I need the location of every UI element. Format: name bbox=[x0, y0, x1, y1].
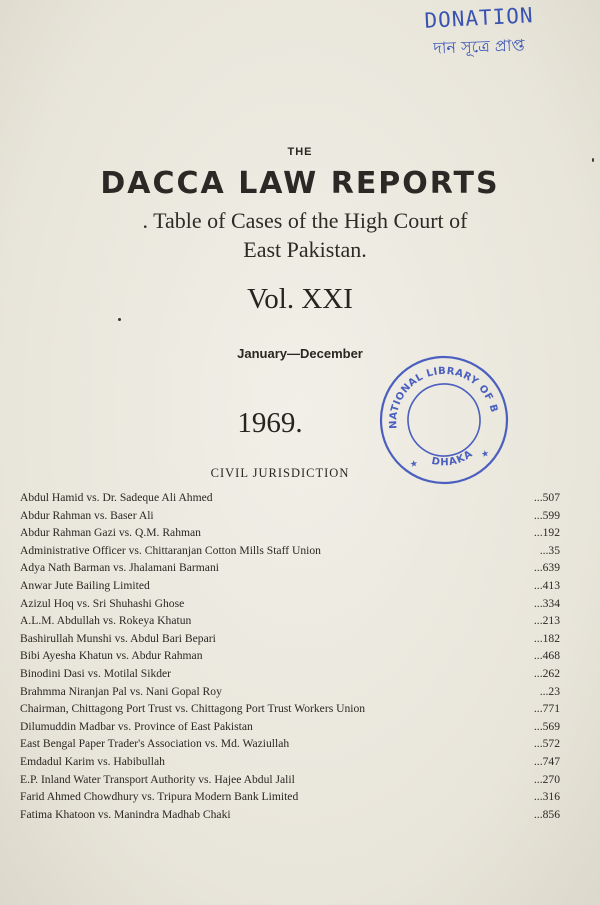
case-page-ref: ...35 bbox=[539, 543, 560, 557]
donation-stamp-text: DONATION bbox=[423, 3, 535, 33]
case-entry bbox=[20, 806, 560, 824]
case-page-ref: ...23 bbox=[539, 684, 560, 698]
case-page-ref: ...334 bbox=[533, 596, 560, 610]
case-entry bbox=[20, 577, 560, 595]
publication-title: DACCA LAW REPORTS bbox=[100, 166, 500, 201]
seal-ring-text: NATIONAL LIBRARY OF BANGLADESH bbox=[388, 365, 500, 430]
case-entry bbox=[20, 612, 560, 630]
ink-speck bbox=[592, 158, 594, 162]
case-page-ref: ...507 bbox=[533, 491, 560, 504]
case-title: Fatima Khatoon vs. Manindra Madhab Chaki bbox=[20, 807, 231, 821]
case-entry bbox=[20, 700, 560, 718]
case-title: Abdur Rahman Gazi vs. Q.M. Rahman bbox=[20, 526, 201, 540]
case-entry bbox=[20, 683, 560, 701]
case-title: Abdur Rahman vs. Baser Ali bbox=[20, 508, 154, 522]
case-title: East Bengal Paper Trader's Association vs. Md. Waziullah bbox=[20, 737, 290, 751]
case-page-ref: ...413 bbox=[533, 578, 560, 592]
svg-text:DHAKA bbox=[429, 447, 477, 470]
case-entry bbox=[20, 595, 560, 613]
case-title: Administrative Officer vs. Chittaranjan Cotton Mills Staff Union bbox=[20, 543, 321, 557]
case-entry bbox=[20, 665, 560, 683]
case-entry bbox=[20, 753, 560, 771]
case-title: Chairman, Chittagong Port Trust vs. Chittagong Port Trust Workers Union bbox=[20, 702, 366, 716]
case-page-ref: ...192 bbox=[533, 526, 560, 540]
case-title: Anwar Jute Bailing Limited bbox=[20, 578, 150, 592]
case-title: Farid Ahmed Chowdhury vs. Tripura Modern Bank Limited bbox=[20, 790, 299, 804]
subtitle-line-2: East Pakistan. bbox=[243, 237, 367, 262]
case-page-ref: ...316 bbox=[533, 790, 560, 804]
subtitle-line-1: . Table of Cases of the High Court of bbox=[142, 208, 468, 233]
case-entry bbox=[20, 489, 560, 507]
year-label: 1969. bbox=[237, 407, 303, 439]
case-page-ref: ...572 bbox=[533, 737, 560, 751]
case-entry bbox=[20, 647, 560, 665]
seal-star-right: ★ bbox=[480, 448, 490, 460]
case-title: Dilumuddin Madbar vs. Province of East Pakistan bbox=[20, 719, 253, 733]
case-page-ref: ...468 bbox=[533, 649, 560, 663]
case-page-ref: ...639 bbox=[533, 561, 560, 575]
donation-stamp bbox=[404, 3, 554, 61]
months-range: January—December bbox=[237, 346, 363, 361]
case-entry bbox=[20, 542, 560, 560]
svg-text:NATIONAL LIBRARY OF BANGLADESH bbox=[374, 350, 500, 433]
case-title: A.L.M. Abdullah vs. Rokeya Khatun bbox=[20, 614, 192, 628]
volume-label: Vol. XXI bbox=[247, 283, 353, 315]
case-page-ref: ...270 bbox=[533, 772, 560, 786]
case-entry bbox=[20, 735, 560, 753]
case-page-ref: ...569 bbox=[533, 719, 560, 733]
case-page-ref: ...856 bbox=[533, 807, 560, 821]
title-prefix: THE bbox=[287, 146, 313, 158]
case-list bbox=[20, 489, 560, 823]
case-page-ref: ...747 bbox=[533, 754, 560, 768]
case-title: E.P. Inland Water Transport Authority vs. Hajee Abdul Jalil bbox=[20, 772, 295, 786]
donation-bengali-text: দান সূত্রে প্রাপ্ত bbox=[433, 35, 525, 58]
case-page-ref: ...262 bbox=[533, 666, 560, 680]
seal-city-text: DHAKA bbox=[430, 448, 476, 469]
case-entry bbox=[20, 788, 560, 806]
publication-subtitle bbox=[85, 206, 525, 264]
case-title: Bashirullah Munshi vs. Abdul Bari Bepari bbox=[20, 631, 216, 645]
case-entry bbox=[20, 524, 560, 542]
case-entry bbox=[20, 630, 560, 648]
case-page-ref: ...213 bbox=[533, 614, 560, 628]
case-entry bbox=[20, 771, 560, 789]
case-title: Adya Nath Barman vs. Jhalamani Barmani bbox=[20, 561, 219, 575]
case-entry bbox=[20, 559, 560, 577]
jurisdiction-heading: CIVIL JURISDICTION bbox=[210, 466, 350, 480]
case-page-ref: ...182 bbox=[533, 631, 560, 645]
case-entry bbox=[20, 718, 560, 736]
library-seal-stamp bbox=[374, 350, 514, 490]
seal-star-left: ★ bbox=[409, 458, 419, 470]
case-title: Emdadul Karim vs. Habibullah bbox=[20, 754, 165, 768]
case-page-ref: ...599 bbox=[533, 508, 560, 522]
case-title: Abdul Hamid vs. Dr. Sadeque Ali Ahmed bbox=[20, 491, 213, 504]
case-page-ref: ...771 bbox=[533, 702, 560, 716]
case-title: Brahmma Niranjan Pal vs. Nani Gopal Roy bbox=[20, 684, 222, 698]
case-entry bbox=[20, 507, 560, 525]
case-title: Bibi Ayesha Khatun vs. Abdur Rahman bbox=[20, 649, 203, 663]
case-title: Azizul Hoq vs. Sri Shuhashi Ghose bbox=[20, 596, 185, 610]
case-title: Binodini Dasi vs. Motilal Sikder bbox=[20, 666, 172, 680]
ink-speck bbox=[118, 318, 121, 321]
